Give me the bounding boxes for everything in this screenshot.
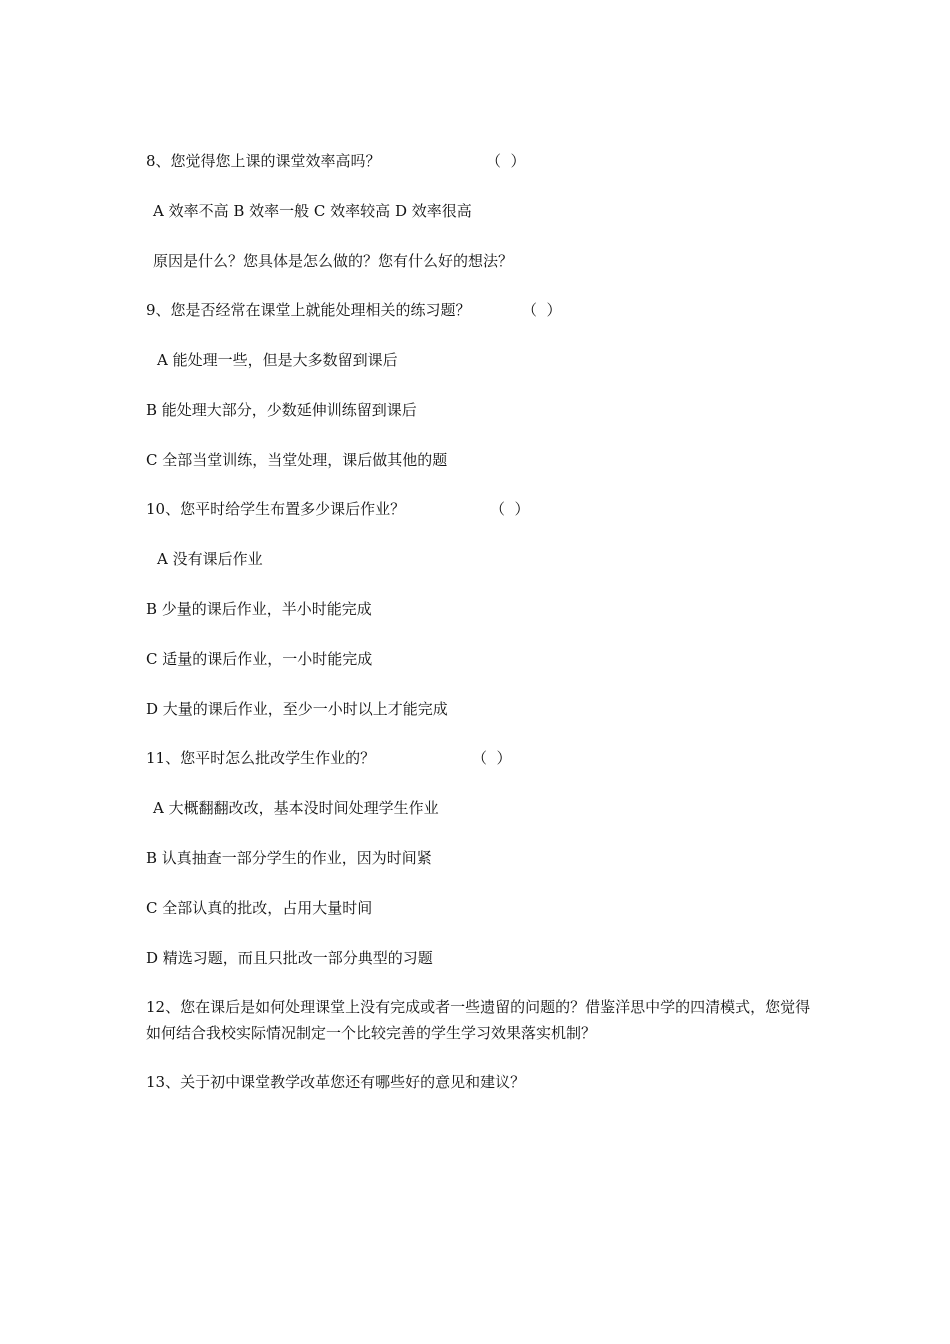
question-9-option-b: B 能处理大部分，少数延伸训练留到课后	[146, 401, 417, 419]
question-11-option-b: B 认真抽查一部分学生的作业，因为时间紧	[146, 849, 432, 867]
question-9-answer-blank: （ ）	[522, 301, 562, 319]
question-10-option-c: C 适量的课后作业，一小时能完成	[146, 650, 373, 668]
question-11-text: 11、您平时怎么批改学生作业的？	[146, 749, 376, 767]
question-10-answer-blank: （ ）	[490, 500, 530, 518]
question-11-option-a: A 大概翻翻改改，基本没时间处理学生作业	[153, 799, 439, 817]
question-12-text: 12、您在课后是如何处理课堂上没有完成或者一些遗留的问题的？借鉴洋思中学的四清模式，您觉得如何结合我校实际情况制定一个比较完善的学生学习效果落实机制？	[146, 998, 811, 1042]
question-8-options: A 效率不高 B 效率一般 C 效率较高 D 效率很高	[153, 202, 472, 220]
question-10-option-a: A 没有课后作业	[157, 550, 263, 568]
question-8-followup: 原因是什么？您具体是怎么做的？您有什么好的想法？	[153, 252, 514, 270]
question-9-text: 9、您是否经常在课堂上就能处理相关的练习题？	[146, 301, 471, 319]
question-11-option-c: C 全部认真的批改，占用大量时间	[146, 899, 373, 917]
question-9-option-a: A 能处理一些，但是大多数留到课后	[157, 351, 398, 369]
question-11-option-d: D 精选习题，而且只批改一部分典型的习题	[146, 949, 433, 967]
question-13-text: 13、关于初中课堂教学改革您还有哪些好的意见和建议？	[146, 1073, 526, 1091]
question-10-text: 10、您平时给学生布置多少课后作业？	[146, 500, 406, 518]
question-10-option-d: D 大量的课后作业，至少一小时以上才能完成	[146, 700, 448, 718]
question-11-answer-blank: （ ）	[472, 749, 512, 767]
question-8-answer-blank: （ ）	[486, 152, 526, 170]
question-10-option-b: B 少量的课后作业，半小时能完成	[146, 600, 372, 618]
question-8-text: 8、您觉得您上课的课堂效率高吗？	[146, 152, 381, 170]
question-9-option-c: C 全部当堂训练，当堂处理，课后做其他的题	[146, 451, 448, 469]
